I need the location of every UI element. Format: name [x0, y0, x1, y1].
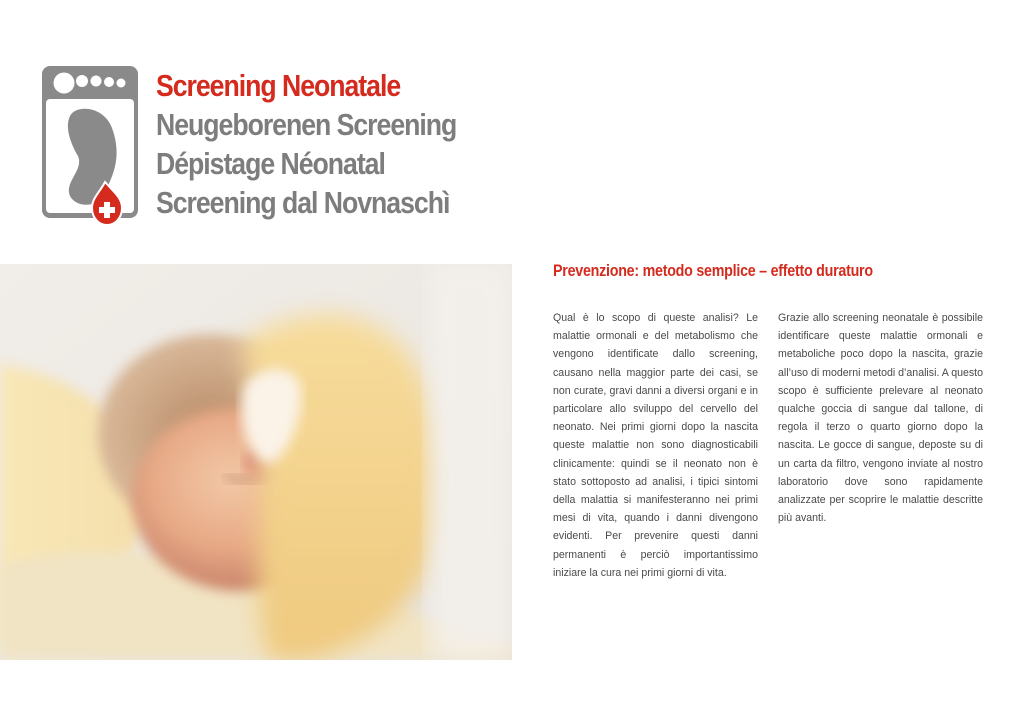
title-italian: Screening Neonatale: [156, 68, 401, 103]
logo-graphic: [42, 66, 138, 226]
toe-icon: [91, 76, 102, 87]
title-german: Neugeborenen Screening: [156, 107, 457, 142]
toe-icon: [76, 75, 88, 87]
body-column-left: Qual è lo scopo di queste analisi? Le malattie ormonali e del metabolismo che vengono identificate dallo screening, causano nella maggior parte dei casi, se non curate, gravi danni a diversi organi e in particolare allo sviluppo del cervello del neonato. Nei primi giorni dopo la nascita queste malattie non sono diagnosticabili clinicamente: quindi se il neonato non è stato sottoposto ad analisi, i tipici sintomi della malattia si manifesteranno nei primi mesi di vita, quando i danni divengono evidenti. Per prevenire questi danni permanenti è perciò importantissimo iniziare la cura nei primi giorni di vita.: [553, 312, 758, 579]
toe-icon: [104, 77, 114, 87]
footprint-blood-drop-logo: [42, 66, 138, 226]
toe-icon: [117, 79, 126, 88]
body-column-right: Grazie allo screening neonatale è possibile identificare queste malattie ormonali e metaboliche poco dopo la nascita, grazie all’uso di moderni metodi d’analisi. A questo scopo è sufficiente prelevare al neonato qualche goccia di sangue dal tallone, di regola il terzo o quarto giorno dopo la nascita. Le gocce di sangue, deposte su di un carta da filtro, vengono inviate al nostro laboratorio dove sono rapidamente analizzate per scoprire le malattie descritte più avanti.: [778, 312, 983, 525]
newborn-illustration: [0, 264, 512, 660]
title-french: Dépistage Néonatal: [156, 146, 385, 181]
big-toe-icon: [54, 73, 75, 94]
title-romansh: Screening dal Novnaschì: [156, 185, 450, 220]
title-block: [156, 66, 505, 222]
section-heading: Prevenzione: metodo semplice – effetto duraturo: [553, 261, 873, 280]
newborn-photo: [0, 264, 512, 660]
